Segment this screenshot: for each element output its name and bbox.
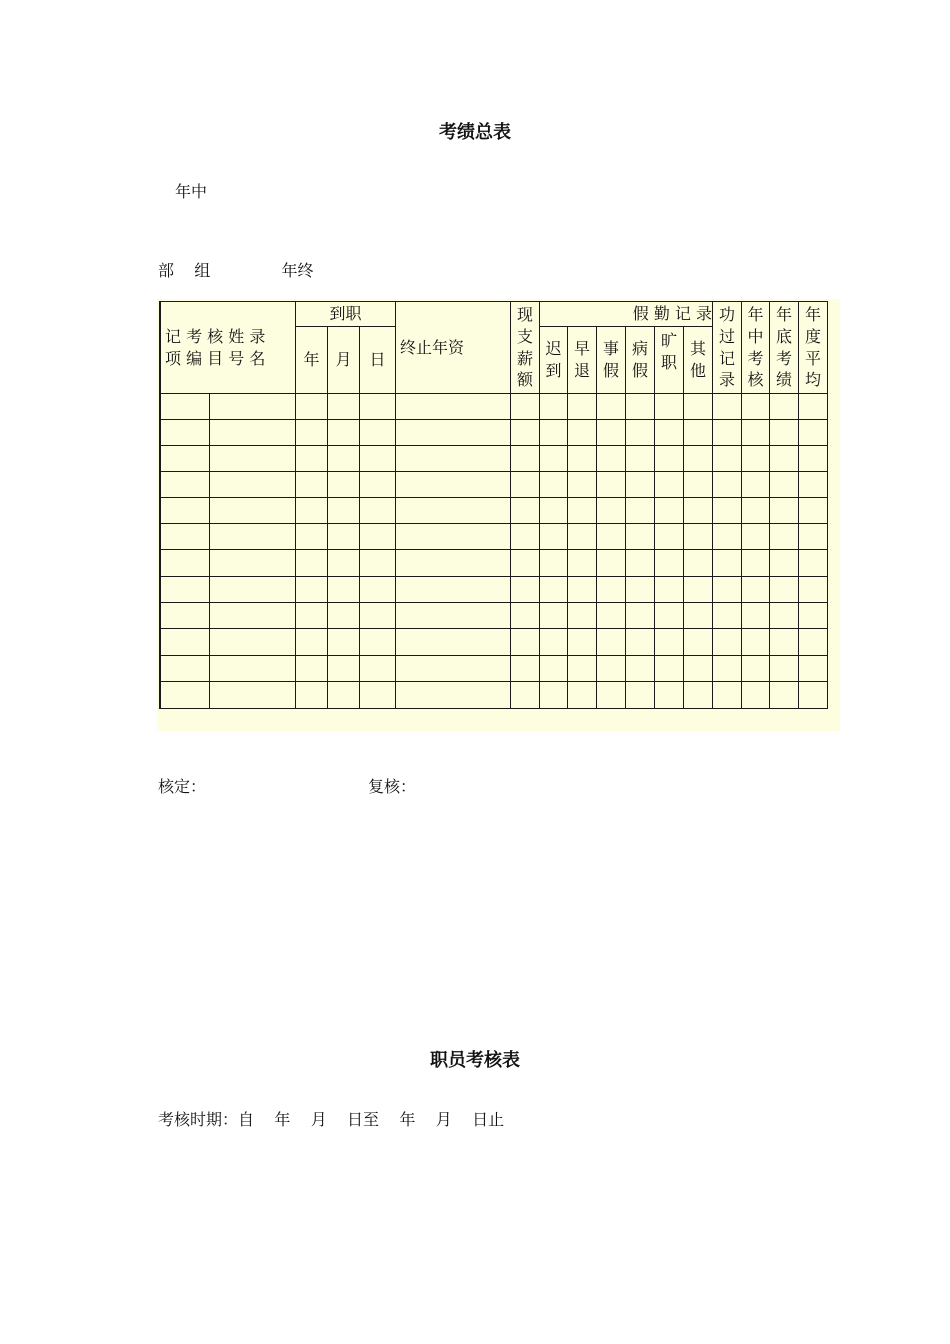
header-year: 年 — [303, 350, 320, 370]
header-other: 其 他 — [689, 339, 706, 380]
header-late: 迟 到 — [545, 339, 562, 380]
header-absent: 旷 职 — [660, 331, 677, 372]
reviewed-by-label: 复核： — [368, 777, 417, 796]
assessment-period-line: 考核时期：自 年 月 日至 年 月 日止 — [158, 1110, 505, 1129]
header-yearend-score: 年 底 考 绩 — [775, 305, 792, 390]
header-merit: 功 过 记 录 — [718, 305, 735, 390]
second-title: 职员考核表 — [430, 1050, 520, 1071]
header-sick-leave: 病 假 — [631, 339, 648, 380]
midyear-line: 年中 — [175, 182, 208, 201]
page-title: 考绩总表 — [439, 122, 511, 143]
header-term-seniority: 终止年资 — [400, 337, 465, 357]
header-personal-leave: 事 假 — [602, 339, 619, 380]
header-annual-average: 年 度 平 均 — [804, 305, 821, 390]
header-record-row1: 记 考 核 姓 录 — [165, 326, 266, 346]
header-midyear-review: 年 中 考 核 — [747, 305, 764, 390]
header-current-salary: 现 支 薪 额 — [516, 305, 533, 390]
header-day: 日 — [369, 350, 386, 370]
header-early: 早 退 — [573, 339, 590, 380]
attendance-summary-form — [157, 299, 840, 731]
header-arrival: 到职 — [329, 304, 362, 324]
header-leave-record: 假 勤 记 录 — [632, 304, 712, 324]
approved-by-label: 核定： — [158, 777, 207, 796]
header-month: 月 — [335, 350, 352, 370]
header-record-row2: 项 编 目 号 名 — [165, 348, 266, 368]
department-line: 部 组 年终 — [158, 261, 314, 280]
